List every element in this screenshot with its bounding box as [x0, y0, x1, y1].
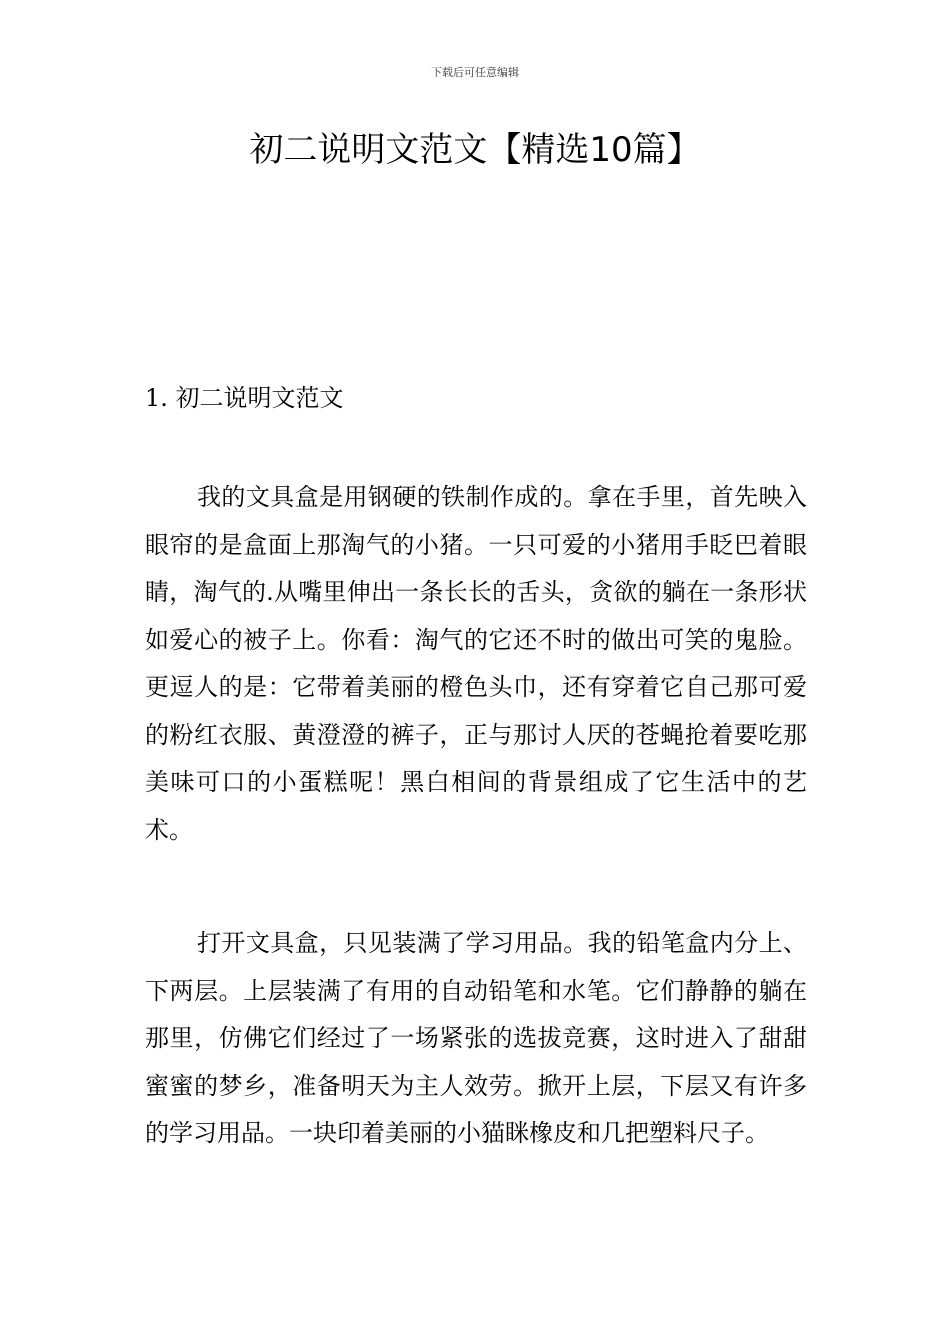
section-heading: 1. 初二说明文范文	[145, 384, 344, 412]
document-title: 初二说明文范文【精选10篇】	[249, 130, 701, 170]
body-paragraph-1: 我的文具盒是用钢硬的铁制作成的。拿在手里，首先映入眼帘的是盒面上那淘气的小猪。一只可爱的小猪用手眨巴着眼睛，淘气的.从嘴里伸出一条长长的舌头，贪欲的躺在一条形状如爱心的被子上。你看：淘气的它还不时的做出可笑的鬼脸。更逗人的是：它带着美丽的橙色头巾，还有穿着它自己那可爱的粉红衣服、黄澄澄的裤子，正与那讨人厌的苍蝇抢着要吃那美味可口的小蛋糕呢！黑白相间的背景组成了它生活中的艺术。	[145, 483, 807, 844]
body-paragraph-2: 打开文具盒，只见装满了学习用品。我的铅笔盒内分上、下两层。上层装满了有用的自动铅笔和水笔。它们静静的躺在那里，仿佛它们经过了一场紧张的选拔竞赛，这时进入了甜甜蜜蜜的梦乡，准备明天为主人效劳。掀开上层，下层又有许多的学习用品。一块印着美丽的小猫眯橡皮和几把塑料尺子。	[145, 929, 807, 1147]
header-note: 下载后可任意编辑	[431, 66, 519, 79]
